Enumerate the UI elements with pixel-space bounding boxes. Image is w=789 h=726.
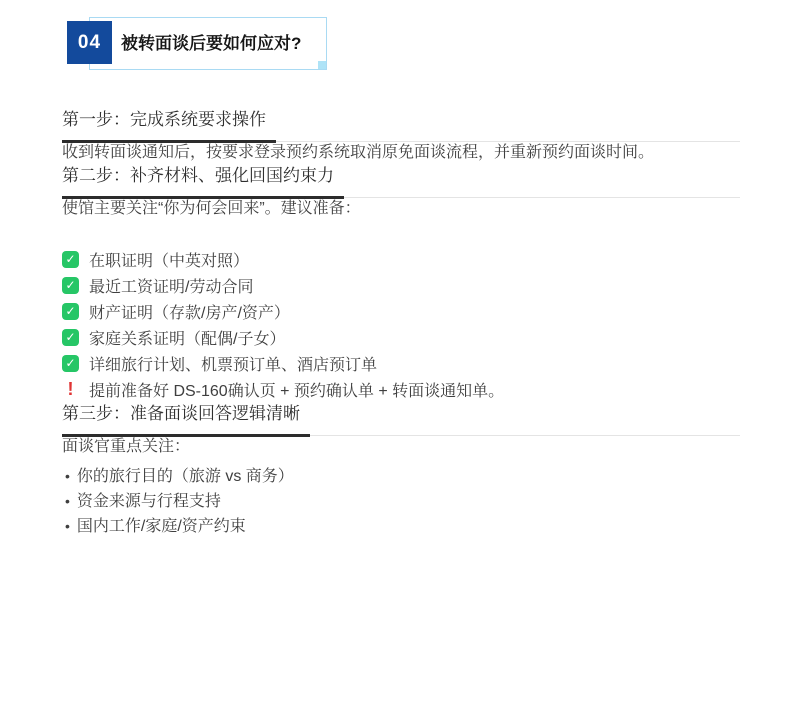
section-number-badge: 04 [67,21,112,64]
checklist-item [62,272,740,298]
step2-intro: 使馆主要关注“你为何会回来”。建议准备： [62,200,361,217]
step3-intro: 面谈官重点关注： [62,438,191,455]
checklist-text: 家庭关系证明（配偶/子女） [89,330,286,348]
document-checklist [62,246,740,402]
step1-heading-text: 第一步：完成系统要求操作 [62,108,276,143]
bullet-item [62,464,740,489]
checklist-text: 详细旅行计划、机票预订单、酒店预订单 [89,356,378,374]
step2-heading-text: 第二步：补齐材料、强化回国约束力 [62,164,344,199]
section-header [62,17,740,70]
corner-accent-square [318,61,326,69]
section-title-box [89,17,327,70]
exclamation-icon: ! [67,379,74,399]
step3-heading-text: 第三步：准备面谈回答逻辑清晰 [62,402,310,437]
bullet-text: 你的旅行目的（旅游 vs 商务） [76,468,294,485]
step2-heading [62,164,740,198]
check-icon: ✓ [62,277,79,294]
checklist-text: 财产证明（存款/房产/资产） [89,304,290,322]
checklist-item [62,324,740,350]
bullet-dot: • [65,518,70,534]
bullet-item [62,489,740,514]
checklist-text: 在职证明（中英对照） [89,252,250,270]
bullet-dot: • [65,468,70,484]
checklist-text: 最近工资证明/劳动合同 [89,278,254,296]
step1-paragraph: 收到转面谈通知后，按要求登录预约系统取消原免面谈流程，并重新预约面谈时间。 [62,144,655,161]
checklist-item [62,298,740,324]
check-icon: ✓ [62,251,79,268]
bullet-text: 资金来源与行程支持 [76,493,221,510]
check-icon: ✓ [62,355,79,372]
checklist-item [62,246,740,272]
step3-heading [62,402,740,436]
warning-item [62,376,740,402]
check-icon: ✓ [62,329,79,346]
section-title: 被转面谈后要如何应对? [121,34,302,53]
focus-bullet-list [62,464,740,539]
checklist-item [62,350,740,376]
warning-text: 提前准备好 DS-160确认页 + 预约确认单 + 转面谈通知单。 [89,382,505,400]
check-icon: ✓ [62,303,79,320]
step1-heading [62,108,740,142]
bullet-dot: • [65,493,70,509]
bullet-text: 国内工作/家庭/资产约束 [76,518,246,535]
bullet-item [62,514,740,539]
